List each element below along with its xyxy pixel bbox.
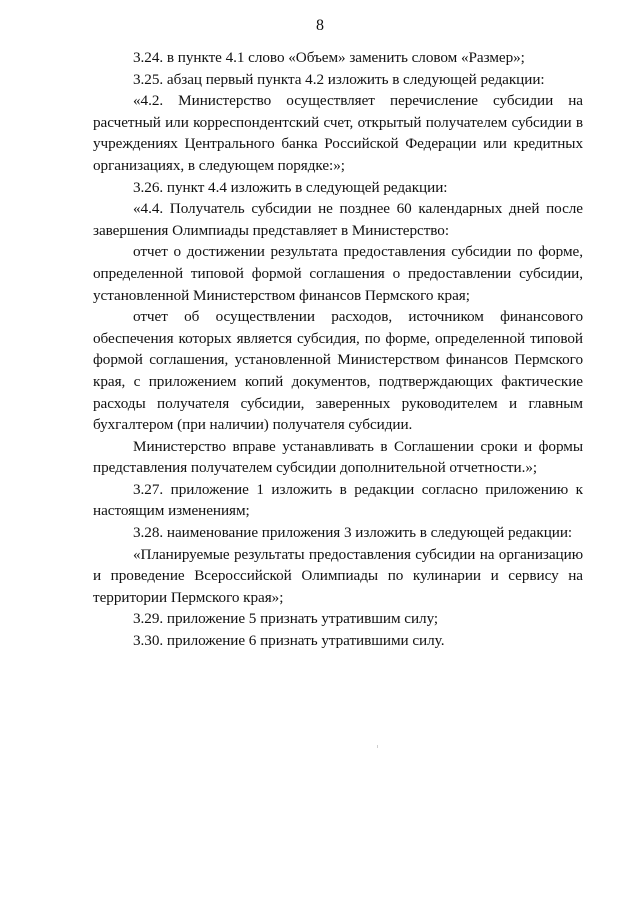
paragraph-3-30: 3.30. приложение 6 признать утратившими силу.: [133, 632, 445, 650]
paragraph-report-results: отчет о достижении результата предоставления субсидии по форме, определенной типовой формой соглашения о предоставлении субсидии, установленной Министерством финансов Пермского края;: [93, 243, 583, 304]
paragraph-3-25: 3.25. абзац первый пункта 4.2 изложить в следующей редакции:: [133, 70, 545, 88]
document-body: [93, 47, 583, 652]
paragraph-3-24: 3.24. в пункте 4.1 слово «Объем» заменить словом «Размер»;: [133, 49, 525, 66]
paragraph-3-29: 3.29. приложение 5 признать утратившим силу;: [133, 610, 439, 628]
paragraph-3-28: 3.28. наименование приложения 3 изложить в следующей редакции:: [133, 524, 573, 542]
paragraph-ministry-rights: Министерство вправе устанавливать в Соглашении сроки и формы представления получателем субсидии дополнительной отчетности.»;: [93, 437, 583, 477]
paragraph-3-26: 3.26. пункт 4.4 изложить в следующей редакции:: [133, 178, 448, 196]
paragraph-3-27: 3.27. приложение 1 изложить в редакции согласно приложению к настоящим изменениям;: [93, 480, 583, 520]
paragraph-quote-4-4: «4.4. Получатель субсидии не позднее 60 календарных дней после завершения Олимпиады представляет в Министерство:: [93, 200, 583, 239]
paragraph-quote-4-2: «4.2. Министерство осуществляет перечисление субсидии на расчетный или корреспондентский счет, открытый получателем субсидии в учреждениях Центрального банка Российской Федерации или кредитных организациях, в следующем порядке:»;: [93, 92, 583, 174]
paragraph-quote-appendix-3: «Планируемые результаты предоставления субсидии на организацию и проведение Всероссийской Олимпиады по кулинарии и сервису на территории Пермского края»;: [93, 545, 583, 606]
page-number: 8: [316, 17, 324, 34]
scan-speck: [377, 745, 378, 748]
paragraph-report-expenses: отчет об осуществлении расходов, источником финансового обеспечения которых является субсидия, по форме, определенной типовой формой соглашения, установленной Министерством финансов Пермского края, с приложением копий документов, подтверждающих фактические расходы получателя субсидии, заверенных руководителем и главным бухгалтером (при наличии) получателя субсидии.: [93, 308, 583, 434]
